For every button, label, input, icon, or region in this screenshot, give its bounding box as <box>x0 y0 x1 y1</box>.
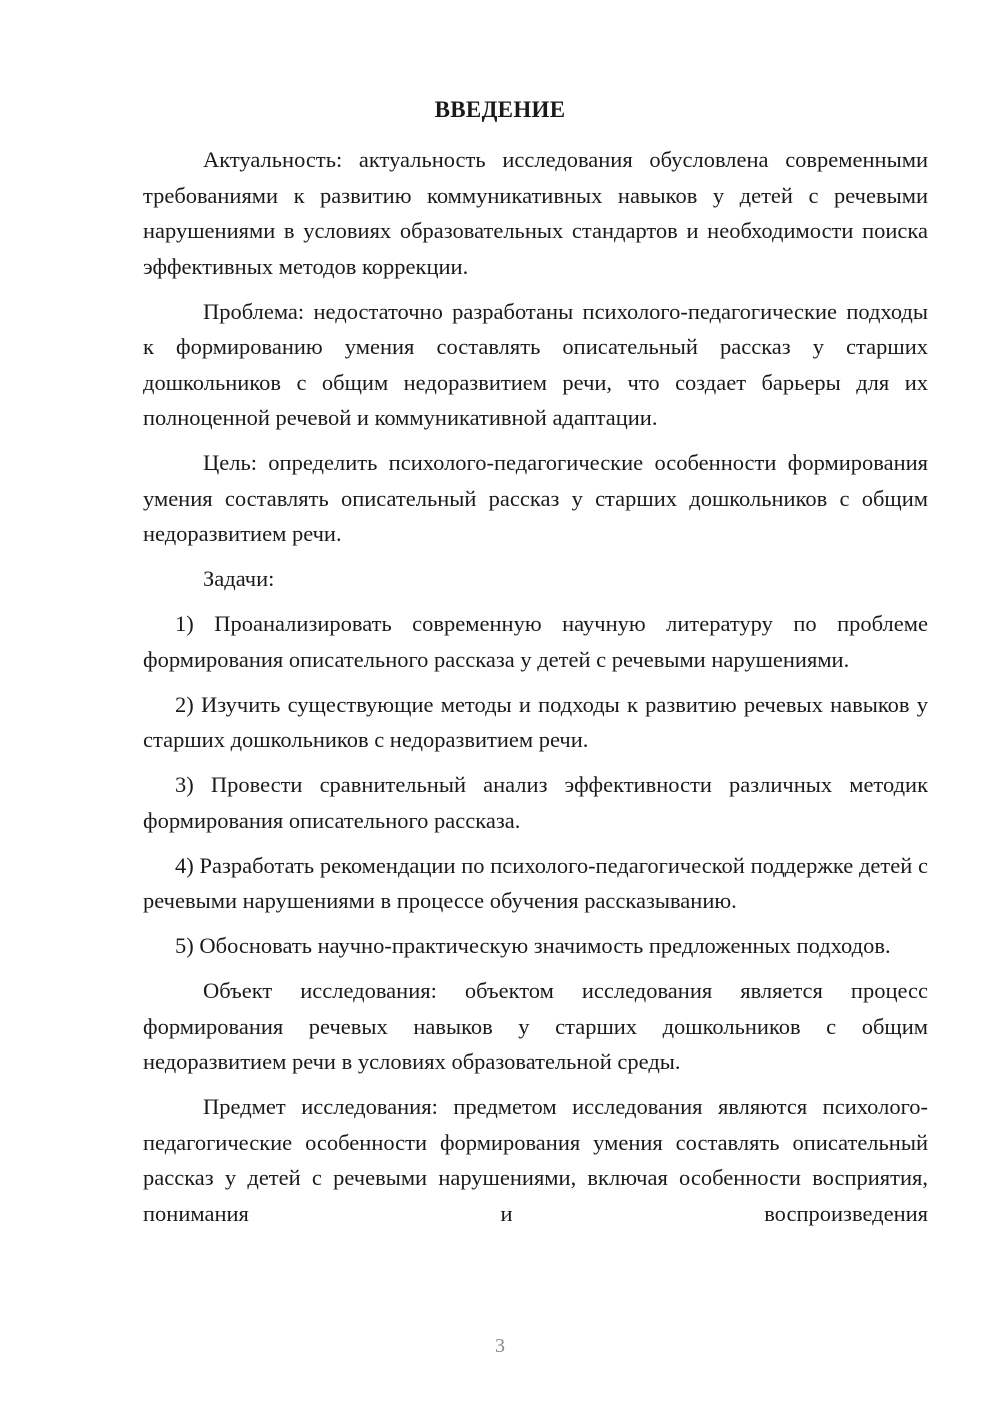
task-item-4: 4) Разработать рекомендации по психолого-педагогической поддержке детей с речевыми нарушениями в процессе обучения рассказыванию. <box>143 852 928 913</box>
paragraph-goal: Цель: определить психолого-педагогические особенности формирования умения составлять описательный рассказ у старших дошкольников с общим недоразвитием речи. <box>143 450 928 546</box>
paragraph-relevance: Актуальность: актуальность исследования обусловлена современными требованиями к развитию коммуникативных навыков у детей с речевыми нарушениями в условиях образовательных стандартов и необходимости поиска эффективных методов коррекции. <box>143 147 928 279</box>
task-item-1: 1) Проанализировать современную научную литературу по проблеме формирования описательного рассказа у детей с речевыми нарушениями. <box>143 611 928 672</box>
page-number: 3 <box>495 1335 505 1357</box>
paragraph-problem: Проблема: недостаточно разработаны психолого-педагогические подходы к формированию умения составлять описательный рассказ у старших дошкольников с общим недоразвитием речи, что создает барьеры для их полноценной речевой и коммуникативной адаптации. <box>143 298 928 430</box>
paragraph-subject: Предмет исследования: предметом исследования являются психолого-педагогические особенности формирования умения составлять описательный рассказ у детей с речевыми нарушениями, включая особенности восприятия, понимания и воспроизведения <box>143 1094 928 1226</box>
section-title: ВВЕДЕНИЕ <box>434 97 566 122</box>
body-text <box>143 142 928 1231</box>
task-item-2: 2) Изучить существующие методы и подходы к развитию речевых навыков у старших дошкольников с недоразвитием речи. <box>143 691 928 752</box>
task-item-3: 3) Провести сравнительный анализ эффективности различных методик формирования описательного рассказа. <box>143 772 928 833</box>
task-item-5: 5) Обосновать научно-практическую значимость предложенных подходов. <box>175 933 891 958</box>
paragraph-object: Объект исследования: объектом исследования является процесс формирования речевых навыков у старших дошкольников с общим недоразвитием речи в условиях образовательной среды. <box>143 978 928 1074</box>
tasks-heading: Задачи: <box>203 566 275 591</box>
